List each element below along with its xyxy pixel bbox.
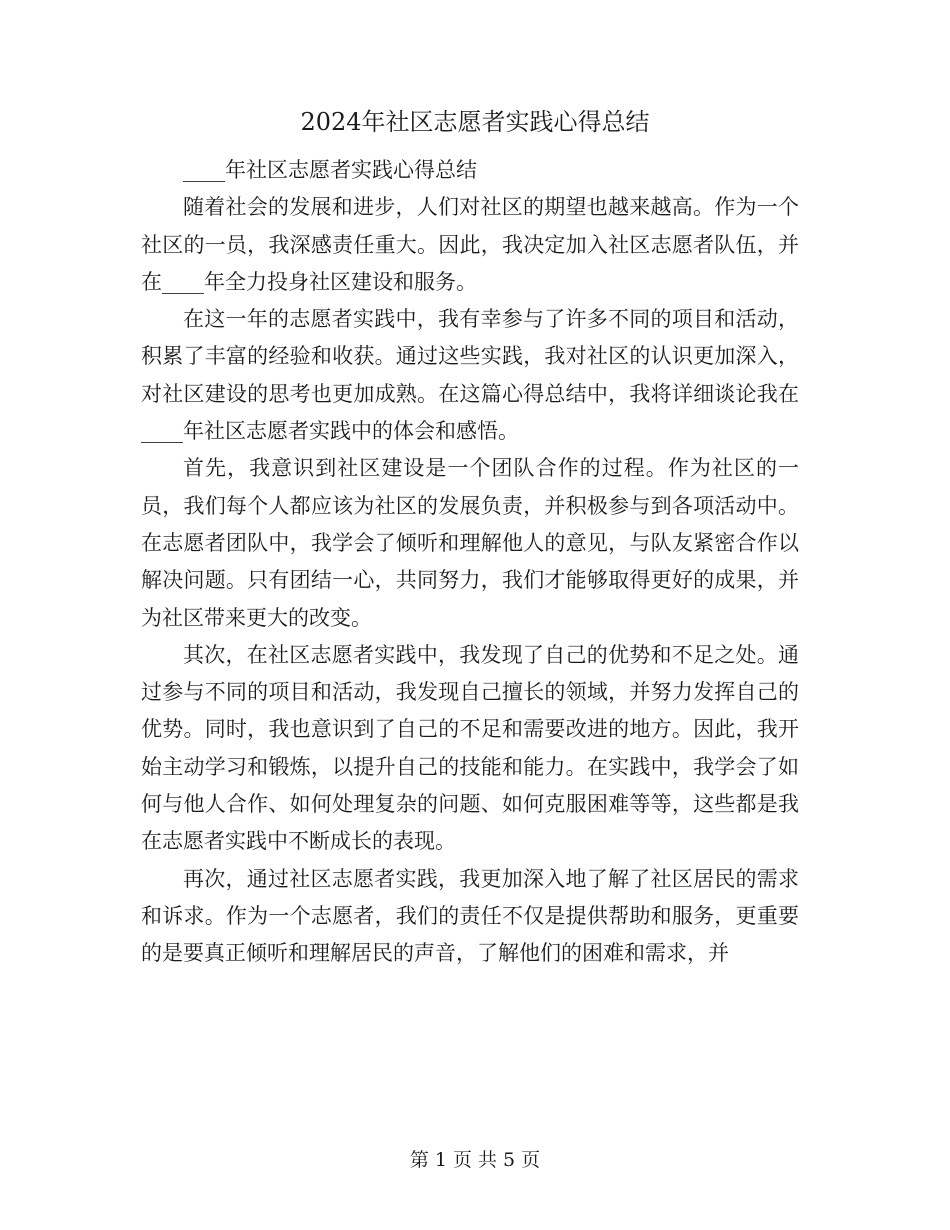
subtitle-paragraph: ____年社区志愿者实践心得总结 [183,158,477,182]
page-number: 第 1 页 共 5 页 [409,1149,541,1171]
body-paragraph: 其次，在社区志愿者实践中，我发现了自己的优势和不足之处。通过参与不同的项目和活动，我发现自己擅长的领域，并努力发挥自己的优势。同时，我也意识到了自己的不足和需要改进的地方。因此，我开始主动学习和锻炼，以提升自己的技能和能力。在实践中，我学会了如何与他人合作、如何处理复杂的问题、如何克服困难等等，这些都是我在志愿者实践中不断成长的表现。 [141,642,799,854]
body-paragraph: 首先，我意识到社区建设是一个团队合作的过程。作为社区的一员，我们每个人都应该为社区的发展负责，并积极参与到各项活动中。在志愿者团队中，我学会了倾听和理解他人的意见，与队友紧密合作以解决问题。只有团结一心，共同努力，我们才能够取得更好的成果，并为社区带来更大的改变。 [141,456,799,630]
body-paragraph: 在这一年的志愿者实践中，我有幸参与了许多不同的项目和活动，积累了丰富的经验和收获。通过这些实践，我对社区的认识更加深入，对社区建设的思考也更加成熟。在这篇心得总结中，我将详细谈论我在____年社区志愿者实践中的体会和感悟。 [141,307,799,444]
body-paragraph: 再次，通过社区志愿者实践，我更加深入地了解了社区居民的需求和诉求。作为一个志愿者，我们的责任不仅是提供帮助和服务，更重要的是要真正倾听和理解居民的声音，了解他们的困难和需求，并 [141,866,799,966]
document-title: 2024年社区志愿者实践心得总结 [300,108,650,136]
body-paragraph: 随着社会的发展和进步，人们对社区的期望也越来越高。作为一个社区的一员，我深感责任重大。因此，我决定加入社区志愿者队伍，并在____年全力投身社区建设和服务。 [141,195,799,294]
document-body [141,152,799,973]
